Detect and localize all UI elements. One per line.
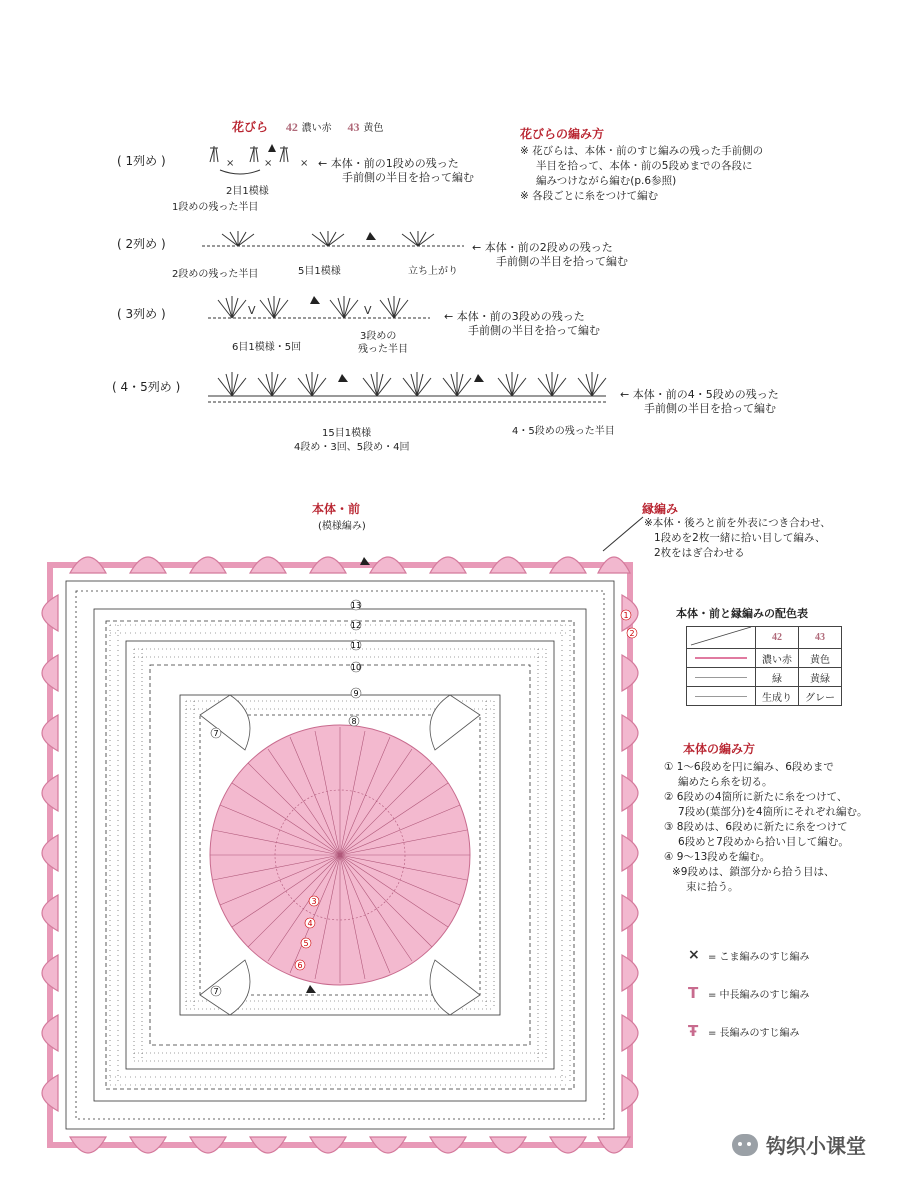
row-3-sub1: 6目1模様・5回 bbox=[232, 342, 302, 353]
svg-text:V: V bbox=[248, 304, 256, 317]
petal-howto-line: 編みつけながら編む(p.6参照) bbox=[536, 175, 677, 187]
row-4-sub2: 4段め・3回、5段め・4回 bbox=[294, 442, 410, 453]
body-subtitle: (模様編み) bbox=[318, 521, 366, 532]
row-4-note: ← 本体・前の4・5段めの残った 手前側の半目を拾って編む bbox=[620, 388, 779, 415]
row-4-sub3: 4・5段めの残った半目 bbox=[512, 426, 615, 437]
edge-title: 縁編み bbox=[642, 502, 679, 516]
legend-text: = 中長編みのすじ編み bbox=[708, 989, 810, 1001]
edge-round-number-2: 2 bbox=[629, 629, 635, 638]
color-name-b: 黄色 bbox=[363, 123, 384, 134]
svg-text:V: V bbox=[364, 304, 372, 317]
row-1-sub2: 1段めの残った半目 bbox=[172, 202, 259, 213]
row-2-diagram bbox=[198, 228, 468, 258]
body-howto-line: ② 6段めの4箇所に新たに糸をつけて、 bbox=[664, 791, 848, 803]
edge-note-line: 2枚をはぎ合わせる bbox=[654, 547, 745, 559]
round-number-10: 10 bbox=[350, 663, 362, 672]
round-number-6: 6 bbox=[297, 961, 303, 970]
color-table-corner bbox=[687, 627, 756, 649]
start-arrow bbox=[306, 985, 316, 993]
color-swatch-1 bbox=[687, 649, 756, 668]
round-number-7b: 7 bbox=[213, 987, 219, 996]
body-howto-line: 編めたら糸を切る。 bbox=[678, 776, 773, 788]
svg-text:×: × bbox=[226, 158, 235, 169]
row-3-note: ← 本体・前の3段めの残った 手前側の半目を拾って編む bbox=[444, 310, 600, 337]
round-number-4: 4 bbox=[307, 919, 313, 928]
edge-note-line: ※本体・後ろと前を外表につき合わせ、 bbox=[644, 517, 831, 529]
row-3-note2: 手前側の半目を拾って編む bbox=[468, 324, 600, 337]
row-4-note1: 本体・前の4・5段めの残った bbox=[632, 388, 779, 401]
body-howto-line: ① 1～6段めを円に編み、6段めまで bbox=[664, 761, 834, 773]
row-2-sub1: 2段めの残った半目 bbox=[172, 269, 259, 280]
body-howto-line: 束に拾う。 bbox=[686, 881, 739, 893]
row-2-label: ( 2列め ) bbox=[117, 237, 166, 251]
color-table-cell: グレー bbox=[799, 687, 842, 706]
legend-item bbox=[688, 974, 810, 1012]
petal-howto-title: 花びらの編み方 bbox=[520, 127, 605, 141]
legend-text: = こま編みのすじ編み bbox=[708, 951, 810, 963]
hdc-back-loop-icon: T bbox=[688, 984, 699, 1002]
petal-header bbox=[232, 118, 383, 135]
body-howto-line: ③ 8段めは、6段めに新たに糸をつけて bbox=[664, 821, 848, 833]
square-crochet-chart bbox=[30, 545, 650, 1175]
color-name-a: 濃い赤 bbox=[301, 123, 332, 134]
color-swatch-2 bbox=[687, 668, 756, 687]
row-3-diagram bbox=[204, 292, 434, 328]
row-3-label: ( 3列め ) bbox=[117, 307, 166, 321]
round-number-8: 8 bbox=[351, 717, 357, 726]
row-2-note: ← 本体・前の2段めの残った 手前側の半目を拾って編む bbox=[472, 241, 628, 268]
edge-round-number-1: 1 bbox=[623, 611, 629, 620]
color-code-b: 43 bbox=[347, 120, 360, 134]
row-2-note2: 手前側の半目を拾って編む bbox=[496, 255, 628, 268]
row-1-label: ( 1列め ) bbox=[117, 154, 166, 168]
color-table-cell: 緑 bbox=[756, 668, 799, 687]
legend-item bbox=[688, 1012, 810, 1050]
petal-howto-line: ※ 各段ごとに糸をつけて編む bbox=[520, 190, 659, 202]
edge-notes bbox=[644, 516, 831, 561]
round-number-7: 7 bbox=[213, 729, 219, 738]
sc-back-loop-icon: × bbox=[688, 947, 700, 963]
color-table bbox=[686, 626, 842, 706]
row-1-note1: 本体・前の1段めの残った bbox=[330, 157, 459, 170]
dc-back-loop-icon: Ŧ bbox=[688, 1022, 699, 1040]
row-4-label: ( 4・5列め ) bbox=[112, 380, 181, 394]
legend-text: = 長編みのすじ編み bbox=[708, 1027, 800, 1039]
body-howto-line: ※9段めは、鎖部分から拾う目は、 bbox=[672, 866, 835, 878]
body-howto-title: 本体の編み方 bbox=[683, 742, 756, 756]
petal-howto-line: 半目を拾って、本体・前の5段めまでの各段に bbox=[536, 160, 753, 172]
color-table-cell: 黄緑 bbox=[799, 668, 842, 687]
color-table-cell: 濃い赤 bbox=[756, 649, 799, 668]
round-number-9: 9 bbox=[353, 689, 359, 698]
wechat-icon bbox=[732, 1134, 758, 1156]
color-swatch-3 bbox=[687, 687, 756, 706]
body-title: 本体・前 bbox=[312, 502, 361, 516]
color-table-header-42: 42 bbox=[756, 627, 799, 649]
petal-howto-notes bbox=[520, 144, 763, 204]
row-4-note2: 手前側の半目を拾って編む bbox=[644, 402, 776, 415]
row-3-sub23 bbox=[360, 330, 408, 356]
body-howto-line: 7段め(葉部分)を4箇所にそれぞれ編む。 bbox=[678, 806, 868, 818]
watermark-text: 钩织小课堂 bbox=[766, 1134, 866, 1158]
row-1-sub1: 2目1模様 bbox=[226, 186, 269, 197]
row-1-diagram bbox=[200, 140, 320, 180]
svg-text:×: × bbox=[300, 158, 309, 169]
edge-note-line: 1段めを2枚一緒に拾い目して編み、 bbox=[654, 532, 826, 544]
color-table-cell: 黄色 bbox=[799, 649, 842, 668]
start-arrow bbox=[360, 557, 370, 565]
svg-text:×: × bbox=[264, 158, 273, 169]
row-2-note1: 本体・前の2段めの残った bbox=[484, 241, 613, 254]
round-number-5: 5 bbox=[303, 939, 309, 948]
body-howto-line: 6段めと7段めから拾い目して編む。 bbox=[678, 836, 849, 848]
round-number-13: 13 bbox=[350, 601, 362, 610]
row-3-note1: 本体・前の3段めの残った bbox=[456, 310, 585, 323]
color-table-cell: 生成り bbox=[756, 687, 799, 706]
legend bbox=[688, 936, 810, 1050]
petal-howto-line: ※ 花びらは、本体・前のすじ編みの残った手前側の bbox=[520, 145, 764, 157]
body-howto-line: ④ 9～13段めを編む。 bbox=[664, 851, 771, 863]
round-number-12: 12 bbox=[350, 621, 362, 630]
row-3-sub3: 残った半目 bbox=[358, 344, 408, 355]
row-1-note2: 手前側の半目を拾って編む bbox=[342, 171, 474, 184]
round-number-3: 3 bbox=[311, 897, 317, 906]
body-howto-notes bbox=[664, 760, 868, 895]
color-table-title: 本体・前と縁編みの配色表 bbox=[676, 607, 808, 620]
petal-title: 花びら bbox=[232, 120, 269, 134]
row-3-sub2: 3段めの bbox=[360, 331, 397, 342]
watermark bbox=[732, 1130, 866, 1159]
row-4-sub1: 15目1模様 bbox=[322, 428, 372, 439]
color-code-a: 42 bbox=[285, 120, 298, 134]
row-2-sub3: 立ち上がり bbox=[408, 266, 458, 277]
legend-item bbox=[688, 936, 810, 974]
round-number-11: 11 bbox=[350, 641, 362, 650]
row-4-diagram bbox=[202, 368, 612, 414]
row-2-sub2: 5目1模様 bbox=[298, 266, 341, 277]
color-table-header-43: 43 bbox=[799, 627, 842, 649]
row-1-note: ← 本体・前の1段めの残った 手前側の半目を拾って編む bbox=[318, 157, 474, 184]
